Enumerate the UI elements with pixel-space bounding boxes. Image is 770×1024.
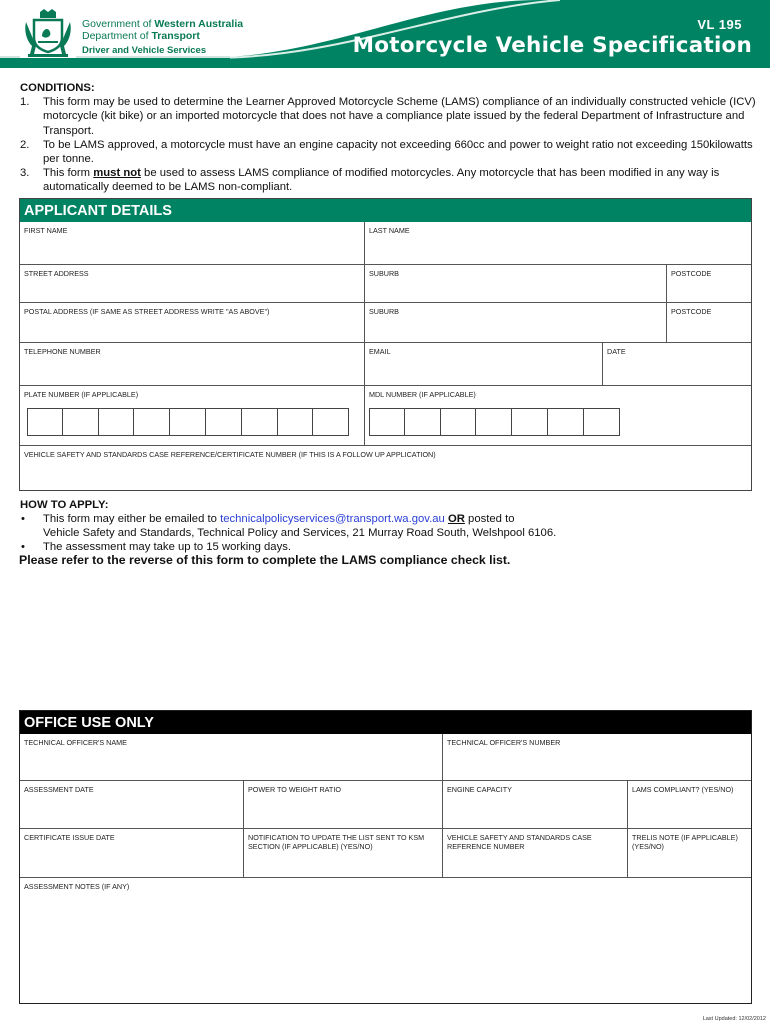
condition-item-1 [20, 95, 760, 138]
telephone-label: TELEPHONE NUMBER [24, 347, 101, 356]
mdl-char-box[interactable] [548, 408, 584, 436]
condition-number: 2. [20, 138, 30, 151]
condition-number: 3. [20, 167, 30, 180]
mdl-char-box[interactable] [512, 408, 548, 436]
gov-line1-prefix: Government of [82, 18, 155, 30]
condition-text: This form may be used to determine the Learner Approved Motorcycle Scheme (LAMS) compliance of an individually constructed vehicle (ICV) motorcycle (kit bike) or an imported motorcycle that does not have a compliance plate issued by the federal Department of Infrastructure and Transport. [43, 96, 756, 137]
plate-char-box[interactable] [99, 408, 135, 436]
government-name [82, 18, 243, 42]
office-use-section [19, 710, 752, 1004]
form-code: VL 195 [697, 17, 742, 32]
street-address-label: STREET ADDRESS [24, 269, 89, 278]
plate-number-label: PLATE NUMBER (IF APPLICABLE) [24, 390, 139, 399]
notes-row [20, 877, 751, 1003]
name-row [20, 222, 751, 264]
suburb-label: SUBURB [369, 307, 399, 316]
email-link[interactable]: technicalpolicyservices@transport.wa.gov.au [220, 513, 445, 525]
certificate-row [20, 828, 751, 877]
trelis-note-field[interactable] [627, 829, 751, 877]
lams-compliant-field[interactable] [627, 781, 751, 828]
plate-number-field [20, 386, 364, 445]
contact-row [20, 342, 751, 385]
plate-number-boxes [27, 408, 349, 436]
apply-bullet-2-text: The assessment may take up to 15 working days. [43, 541, 292, 553]
how-to-apply-section [20, 498, 760, 554]
trelis-note-label: TRELIS NOTE (IF APPLICABLE) (YES/NO) [632, 833, 738, 851]
apply-text: posted to [464, 513, 515, 525]
gov-line2-prefix: Department of [82, 30, 152, 42]
suburb-field[interactable] [364, 265, 666, 302]
apply-bullet-1 [20, 512, 760, 540]
case-reference-row [20, 445, 751, 490]
plate-mdl-row [20, 385, 751, 445]
last-name-field[interactable] [364, 222, 751, 264]
form-title: Motorcycle Vehicle Specification [352, 33, 752, 58]
last-updated: Last Updated: 12/02/2012 [702, 1016, 766, 1022]
lams-compliant-label: LAMS COMPLIANT? (YES/NO) [632, 785, 734, 794]
condition-text-after: be used to assess LAMS compliance of modified motorcycles. Any motorcycle that has been modified in any way is automatically deemed to be LAMS non-compliant. [43, 167, 720, 194]
engine-capacity-field[interactable] [442, 781, 627, 828]
mdl-char-box[interactable] [441, 408, 477, 436]
assessment-row [20, 780, 751, 828]
plate-char-box[interactable] [278, 408, 314, 436]
officer-row [20, 734, 751, 780]
first-name-field[interactable] [20, 222, 364, 264]
power-weight-label: POWER TO WEIGHT RATIO [248, 785, 341, 794]
conditions-section [20, 81, 760, 195]
notification-field[interactable] [243, 829, 442, 877]
gov-line2-bold: Transport [151, 30, 200, 42]
applicant-details-section [19, 198, 752, 491]
apply-bullet-1-text [43, 512, 556, 540]
postal-address-label: POSTAL ADDRESS (IF SAME AS STREET ADDRESS WRITE "AS ABOVE") [24, 307, 270, 316]
postal-address-field[interactable] [20, 303, 364, 342]
postal-suburb-field[interactable] [364, 303, 666, 342]
condition-item-2 [20, 138, 760, 166]
or-emphasis: OR [447, 513, 465, 525]
street-address-field[interactable] [20, 265, 364, 302]
suburb-label: SUBURB [369, 269, 399, 278]
mdl-number-field [364, 386, 751, 445]
apply-bullet-2 [20, 540, 760, 554]
how-to-apply-title: HOW TO APPLY: [20, 499, 109, 511]
postal-address-text: Vehicle Safety and Standards, Technical Policy and Services, 21 Murray Road South, Welshpool 6106. [43, 527, 557, 539]
vss-case-ref-label: VEHICLE SAFETY AND STANDARDS CASE REFERENCE NUMBER [447, 833, 592, 851]
mdl-number-label: MDL NUMBER (IF APPLICABLE) [369, 390, 476, 399]
plate-char-box[interactable] [27, 408, 63, 436]
gov-line1-bold: Western Australia [154, 18, 244, 30]
form-header [0, 0, 770, 72]
assessment-notes-label: ASSESSMENT NOTES (IF ANY) [24, 882, 130, 891]
plate-char-box[interactable] [313, 408, 349, 436]
condition-text [43, 166, 760, 194]
bullet-icon: • [21, 513, 25, 525]
mdl-char-box[interactable] [369, 408, 405, 436]
notification-label: NOTIFICATION TO UPDATE THE LIST SENT TO KSM SECTION (IF APPLICABLE) (YES/NO) [248, 833, 425, 851]
office-use-title: OFFICE USE ONLY [20, 711, 751, 734]
certificate-issue-date-label: CERTIFICATE ISSUE DATE [24, 833, 115, 842]
bullet-icon: • [21, 541, 25, 553]
mdl-char-box[interactable] [584, 408, 620, 436]
email-label: EMAIL [369, 347, 391, 356]
certificate-issue-date-field[interactable] [20, 829, 243, 877]
refer-note: Please refer to the reverse of this form to complete the LAMS compliance check list. [19, 553, 511, 567]
postcode-label: POSTCODE [671, 269, 712, 278]
apply-text: This form may either be emailed to [43, 513, 221, 525]
wa-coat-of-arms-icon [20, 8, 76, 58]
plate-char-box[interactable] [63, 408, 99, 436]
case-reference-label: VEHICLE SAFETY AND STANDARDS CASE REFERENCE/CERTIFICATE NUMBER (IF THIS IS A FOLLOW UP APPLICATION) [24, 450, 436, 459]
conditions-title: CONDITIONS: [20, 82, 95, 94]
plate-char-box[interactable] [242, 408, 278, 436]
mdl-char-box[interactable] [476, 408, 512, 436]
mdl-char-box[interactable] [405, 408, 441, 436]
assessment-date-label: ASSESSMENT DATE [24, 785, 94, 794]
applicant-details-title: APPLICANT DETAILS [20, 199, 751, 222]
engine-capacity-label: ENGINE CAPACITY [447, 785, 512, 794]
last-name-label: LAST NAME [369, 226, 410, 235]
officer-name-field[interactable] [20, 734, 442, 780]
plate-char-box[interactable] [134, 408, 170, 436]
date-label: DATE [607, 347, 626, 356]
assessment-notes-field[interactable] [20, 878, 751, 1003]
case-reference-field[interactable] [20, 446, 751, 490]
condition-emphasis: must not [93, 167, 141, 180]
assessment-date-field[interactable] [20, 781, 243, 828]
mdl-number-boxes [369, 408, 620, 436]
postal-postcode-field[interactable] [666, 303, 751, 342]
power-weight-field[interactable] [243, 781, 442, 828]
condition-text-before: This form [43, 167, 94, 180]
officer-name-label: TECHNICAL OFFICER'S NAME [24, 738, 127, 747]
vss-case-ref-field[interactable] [442, 829, 627, 877]
plate-char-box[interactable] [206, 408, 242, 436]
postcode-field[interactable] [666, 265, 751, 302]
condition-text: To be LAMS approved, a motorcycle must have an engine capacity not exceeding 660cc and power to weight ratio not exceeding 150kilowatts per tonne. [43, 138, 753, 166]
division-name: Driver and Vehicle Services [82, 45, 207, 56]
postal-address-row [20, 302, 751, 342]
officer-number-label: TECHNICAL OFFICER'S NUMBER [447, 738, 561, 747]
plate-char-box[interactable] [170, 408, 206, 436]
condition-item-3 [20, 166, 760, 194]
postcode-label: POSTCODE [671, 307, 712, 316]
telephone-field[interactable] [20, 343, 364, 385]
condition-number: 1. [20, 96, 30, 109]
officer-number-field[interactable] [442, 734, 751, 780]
first-name-label: FIRST NAME [24, 226, 68, 235]
email-field[interactable] [364, 343, 602, 385]
date-field[interactable] [602, 343, 751, 385]
street-address-row [20, 264, 751, 302]
